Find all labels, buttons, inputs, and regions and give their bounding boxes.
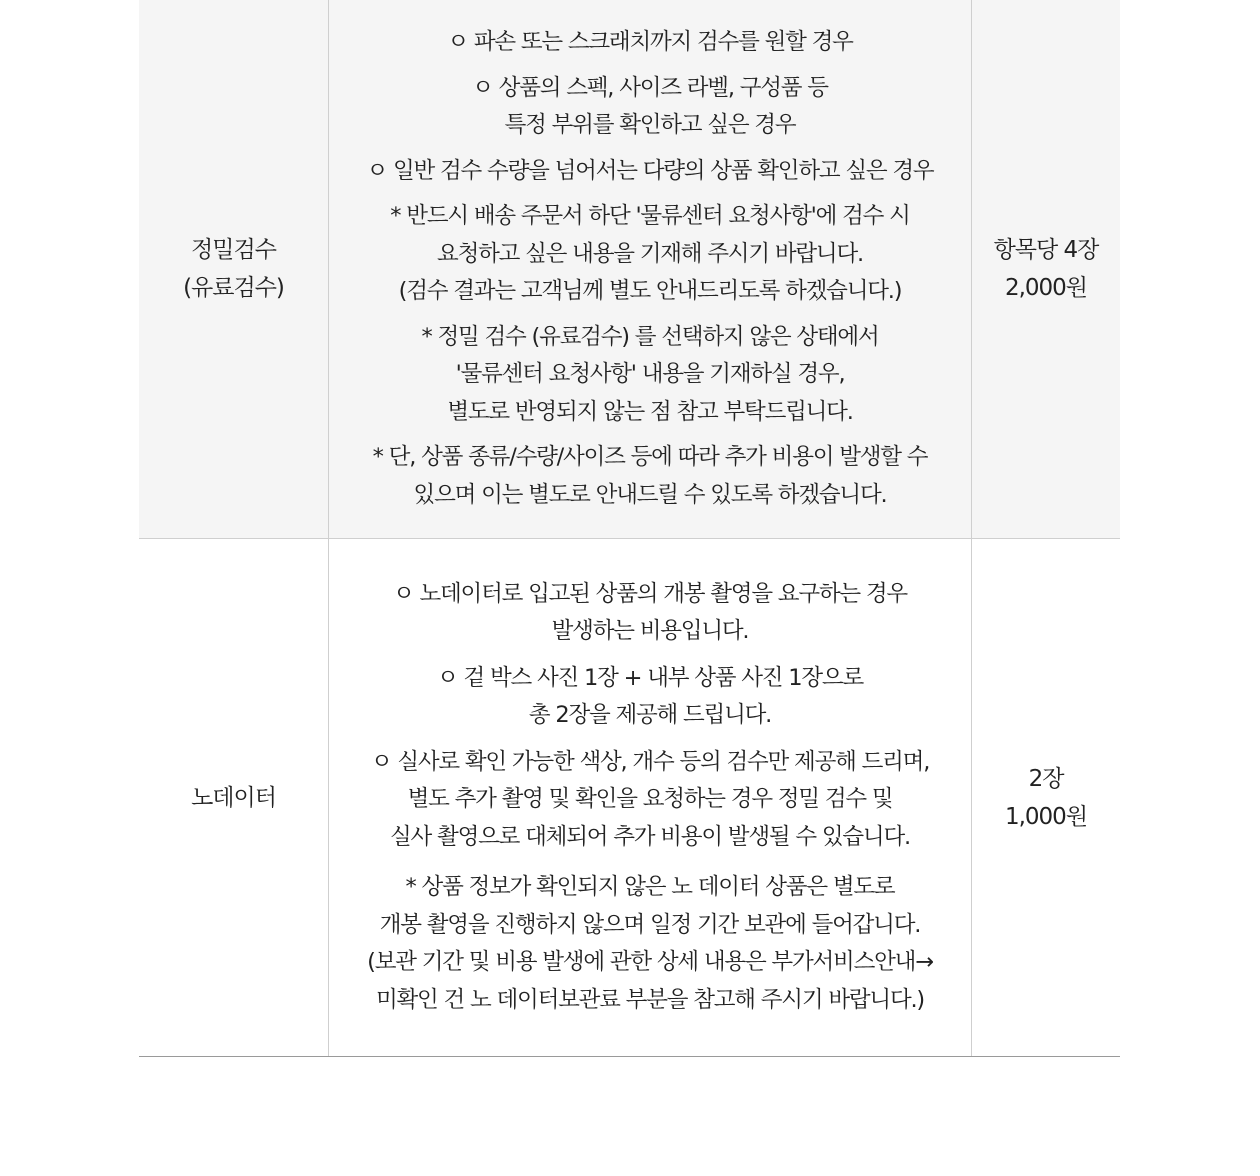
service-name-cell (139, 539, 329, 1056)
table-row-no-data (139, 539, 1120, 1057)
description-paragraph: ㅇ 실사로 확인 가능한 색상, 개수 등의 검수만 제공해 드리며, 별도 추가 촬영 및 확인을 요청하는 경우 정밀 검수 및 실사 촬영으로 대체되어 추가 비용이 발생될 수 있습니다. (370, 748, 930, 850)
service-price: 항목당 4장 2,000원 (993, 237, 1099, 301)
description-paragraph: ㅇ 노데이터로 입고된 상품의 개봉 촬영을 요구하는 경우 발생하는 비용입니다. (393, 580, 907, 645)
service-name: 정밀검수 (유료검수) (183, 237, 284, 301)
service-name-cell (139, 0, 329, 538)
description-paragraph: ㅇ 상품의 스펙, 사이즈 라벨, 구성품 등 특정 부위를 확인하고 싶은 경우 (472, 74, 828, 138)
description-note: * 상품 정보가 확인되지 않은 노 데이터 상품은 별도로 개봉 촬영을 진행하지 않으며 일정 기간 보관에 들어갑니다. (보관 기간 및 비용 발생에 관한 상세 내용은 부가서비스안내→ 미확인 건 노 데이터보관료 부분을 참고해 주시기 바랍니다.) (367, 874, 933, 1013)
service-price: 2장 1,000원 (1004, 765, 1088, 830)
description-note: * 정밀 검수 (유료검수) 를 선택하지 않은 상태에서 '물류센터 요청사항' 내용을 기재하실 경우, 별도로 반영되지 않는 점 참고 부탁드립니다. (421, 323, 879, 425)
service-fee-table (139, 0, 1120, 1057)
service-price-cell (972, 0, 1120, 538)
service-description-cell (329, 0, 972, 538)
description-note: * 반드시 배송 주문서 하단 '물류센터 요청사항'에 검수 시 요청하고 싶은 내용을 기재해 주시기 바랍니다. (검수 결과는 고객님께 별도 안내드리도록 하겠습니다.) (390, 203, 910, 304)
description-paragraph: ㅇ 겉 박스 사진 1장 + 내부 상품 사진 1장으로 총 2장을 제공해 드립니다. (436, 664, 863, 729)
description-note: * 단, 상품 종류/수량/사이즈 등에 따라 추가 비용이 발생할 수 있으며 이는 별도로 안내드릴 수 있도록 하겠습니다. (372, 444, 928, 508)
description-paragraph: ㅇ 파손 또는 스크래치까지 검수를 원할 경우 (447, 29, 853, 55)
service-name: 노데이터 (191, 784, 276, 811)
service-price-cell (972, 539, 1120, 1056)
table-row-precision-inspection (139, 0, 1120, 539)
description-paragraph: ㅇ 일반 검수 수량을 넘어서는 다량의 상품 확인하고 싶은 경우 (366, 157, 934, 184)
service-description-cell (329, 539, 972, 1056)
